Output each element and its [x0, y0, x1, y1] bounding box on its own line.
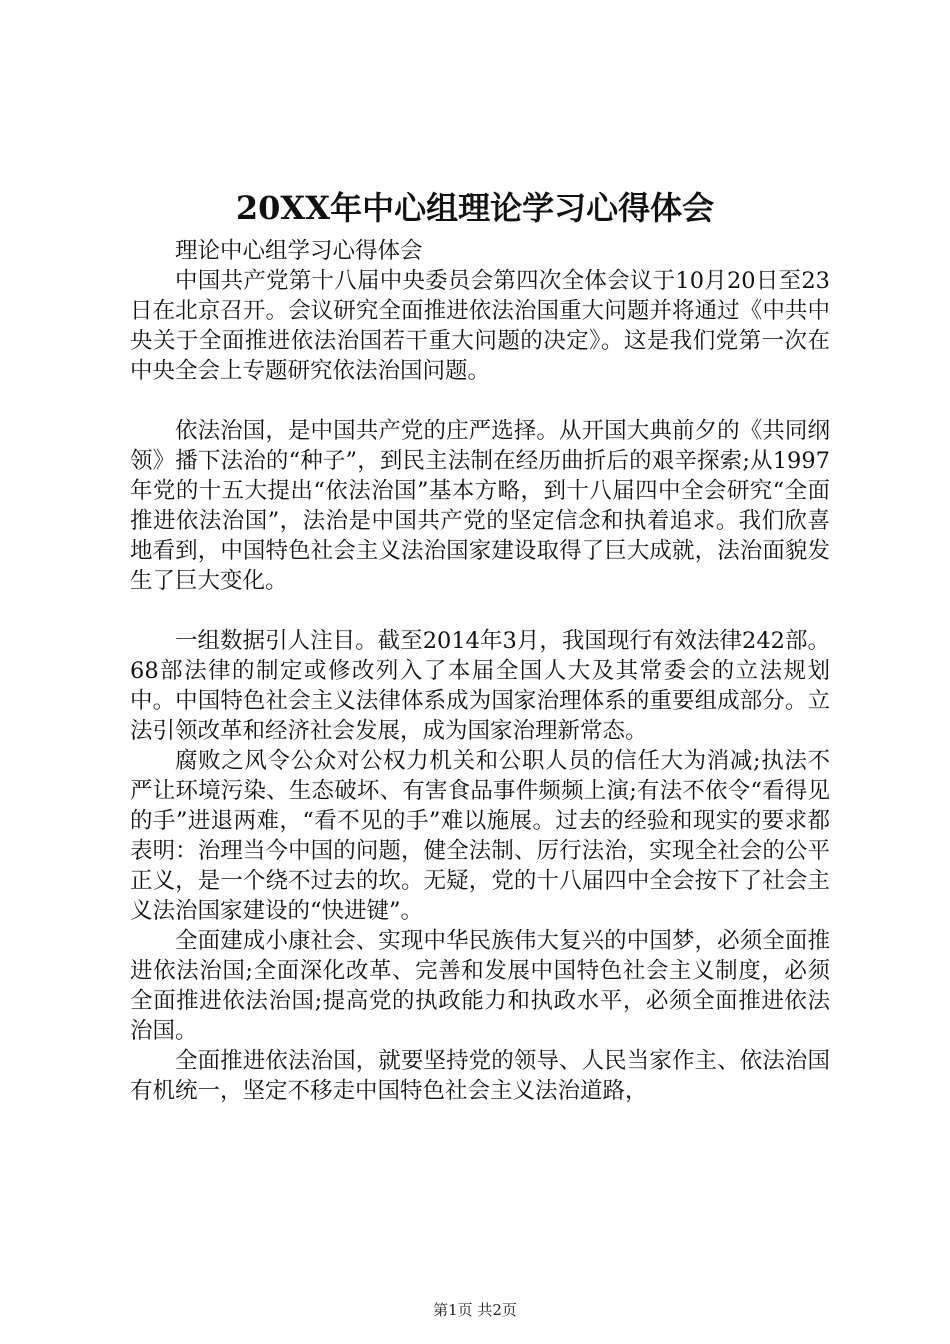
page-footer: 第1页 共2页: [433, 1301, 517, 1319]
document-title: 20XX年中心组理论学习心得体会: [235, 189, 715, 227]
paragraph-6: 全面推进依法治国，就要坚持党的领导、人民当家作主、依法治国有机统一，坚定不移走中国特色社会主义法治道路，: [130, 1048, 830, 1104]
document-body: [130, 236, 830, 1106]
paragraph-3: 一组数据引人注目。截至2014年3月，我国现行有效法律242部。68部法律的制定或修改列入了本届全国人大及其常委会的立法规划中。中国特色社会主义法律体系成为国家治理体系的重要组成部分。立法引领改革和经济社会发展，成为国家治理新常态。: [130, 628, 830, 744]
paragraph-4: 腐败之风令公众对公权力机关和公职人员的信任大为消减;执法不严让环境污染、生态破坏、有害食品事件频频上演;有法不依令“看得见的手”进退两难，“看不见的手”难以施展。过去的经验和现实的要求都表明：治理当今中国的问题，健全法制、厉行法治，实现全社会的公平正义，是一个绕不过去的坎。无疑，党的十八届四中全会按下了社会主义法治国家建设的“快进键”。: [130, 748, 830, 924]
paragraph-5: 全面建成小康社会、实现中华民族伟大复兴的中国梦，必须全面推进依法治国;全面深化改革、完善和发展中国特色社会主义制度，必须全面推进依法治国;提高党的执政能力和执政水平，必须全面推进依法治国。: [130, 928, 830, 1044]
paragraph-subtitle: 理论中心组学习心得体会: [175, 238, 423, 264]
paragraph-1: 中国共产党第十八届中央委员会第四次全体会议于10月20日至23日在北京召开。会议研究全面推进依法治国重大问题并将通过《中共中央关于全面推进依法治国若干重大问题的决定》。这是我们党第一次在中央全会上专题研究依法治国问题。: [130, 268, 830, 384]
paragraph-2: 依法治国，是中国共产党的庄严选择。从开国大典前夕的《共同纲领》播下法治的“种子”，到民主法制在经历曲折后的艰辛探索;从1997年党的十五大提出“依法治国”基本方略，到十八届四中全会研究“全面推进依法治国”，法治是中国共产党的坚定信念和执着追求。我们欣喜地看到，中国特色社会主义法治国家建设取得了巨大成就，法治面貌发生了巨大变化。: [130, 418, 830, 594]
